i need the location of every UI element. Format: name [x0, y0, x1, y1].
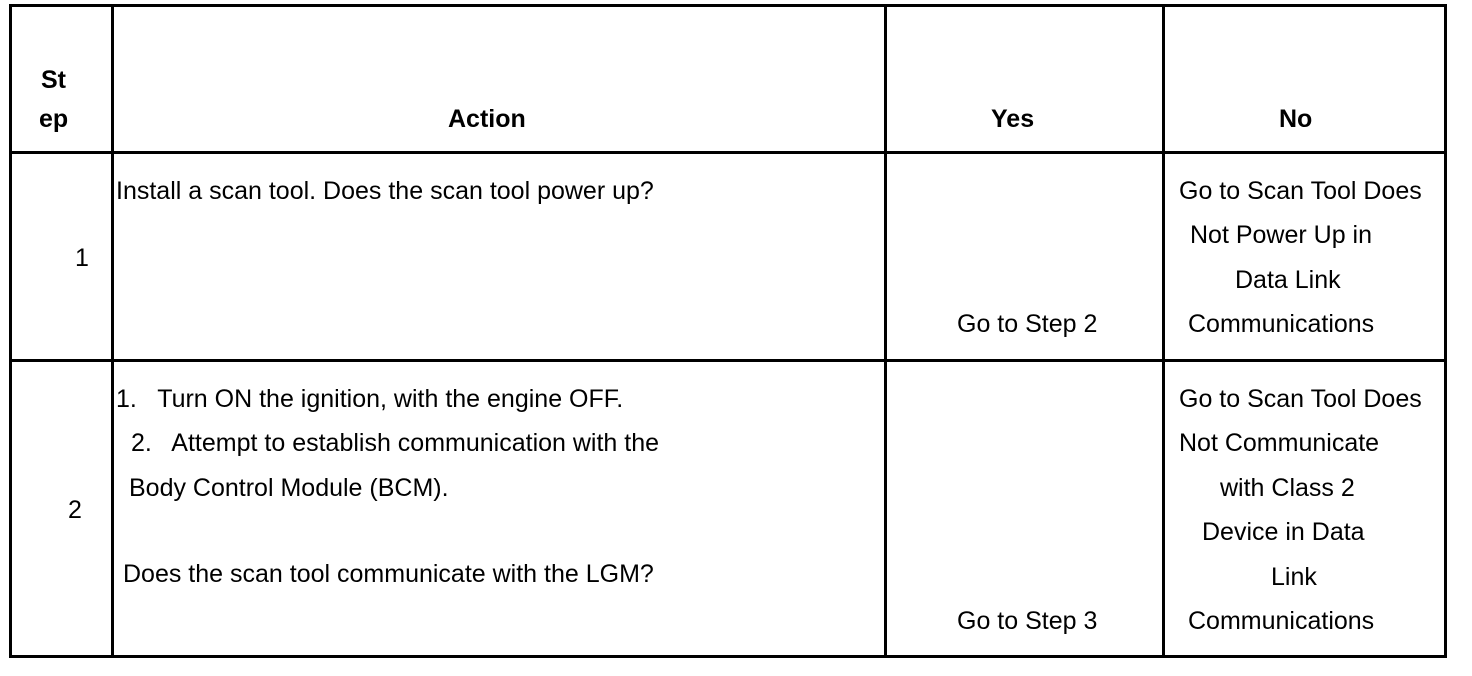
- no-text-line: Go to Scan Tool Does: [1179, 177, 1422, 205]
- no-text-line: Link: [1271, 563, 1317, 591]
- action-text: 2. Attempt to establish communication with the: [131, 429, 660, 457]
- column-divider-action: [884, 4, 887, 658]
- action-text: Body Control Module (BCM).: [129, 474, 449, 502]
- header-yes: Yes: [991, 105, 1035, 133]
- no-text-line: Go to Scan Tool Does: [1179, 385, 1422, 413]
- table-border-top: [9, 4, 1447, 7]
- no-text-line: Communications: [1188, 607, 1375, 635]
- no-text-line: Device in Data: [1202, 518, 1365, 546]
- no-text-line: Communications: [1188, 310, 1375, 338]
- header-action: Action: [448, 105, 526, 133]
- action-text: Does the scan tool communicate with the LGM?: [123, 560, 654, 588]
- column-divider-no: [1444, 4, 1447, 658]
- action-text: 1. Turn ON the ignition, with the engine OFF.: [116, 385, 624, 413]
- action-text: Install a scan tool. Does the scan tool power up?: [116, 177, 654, 205]
- yes-text: Go to Step 3: [957, 607, 1098, 635]
- step-number: 2: [68, 496, 82, 524]
- header-step-line2: ep: [39, 105, 69, 133]
- step-number: 1: [75, 244, 89, 272]
- table-border-left: [9, 4, 12, 658]
- no-text-line: with Class 2: [1220, 474, 1355, 502]
- header-no: No: [1279, 105, 1313, 133]
- no-text-line: Not Power Up in: [1190, 221, 1373, 249]
- column-divider-step: [111, 4, 114, 658]
- header-divider: [9, 151, 1447, 154]
- row-divider: [9, 359, 1447, 362]
- header-step-line1: St: [41, 66, 66, 94]
- no-text-line: Not Communicate: [1179, 429, 1380, 457]
- table-border-bottom: [9, 655, 1447, 658]
- column-divider-yes: [1162, 4, 1165, 658]
- no-text-line: Data Link: [1235, 266, 1341, 294]
- yes-text: Go to Step 2: [957, 310, 1098, 338]
